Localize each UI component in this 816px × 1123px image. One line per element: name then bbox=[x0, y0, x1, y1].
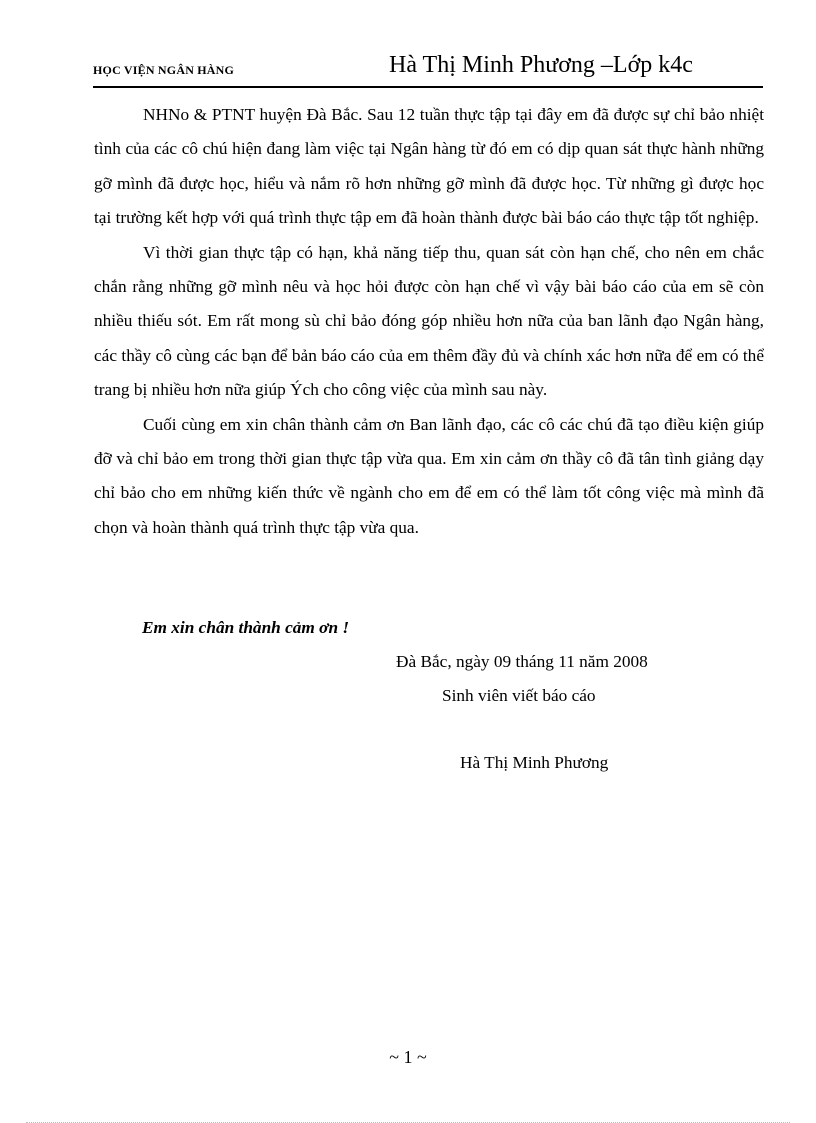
page-header bbox=[93, 50, 763, 88]
paragraph-2: Vì thời gian thực tập có hạn, khả năng tiếp thu, quan sát còn hạn chế, cho nên em chắc chắn rằng những gỡ mình nêu và học hỏi được còn hạn chế vì vậy bài báo cáo của em sẽ còn nhiều thiếu sót. Em rất mong sù chỉ bảo đóng góp nhiều hơn nữa của ban lãnh đạo Ngân hàng, các thầy cô cùng các bạn để bản báo cáo của em thêm đầy đủ và chính xác hơn nữa để em có thể trang bị nhiều hơn nữa giúp Ých cho công việc của mình sau này. bbox=[94, 242, 764, 400]
header-institution: HỌC VIỆN NGÂN HÀNG bbox=[93, 63, 235, 77]
closing-date-place: Đà Bắc, ngày 09 tháng 11 năm 2008 bbox=[396, 652, 648, 671]
paragraph-1: NHNo & PTNT huyện Đà Bắc. Sau 12 tuần thực tập tại đây em đã được sự chỉ bảo nhiệt tình của các cô chú hiện đang làm việc tại Ngân hàng từ đó em có dịp quan sát thực hành những gỡ mình đã được học, hiểu và nắm rõ hơn những gỡ mình đã được học. Từ những gì được học tại trường kết hợp với quá trình thực tập em đã hoàn thành được bài báo cáo thực tập tốt nghiệp. bbox=[94, 105, 764, 228]
closing-role: Sinh viên viết báo cáo bbox=[442, 686, 596, 705]
page-number: ~ 1 ~ bbox=[389, 1047, 427, 1067]
report-body bbox=[94, 98, 764, 545]
header-author-class: Hà Thị Minh Phương –Lớp k4c bbox=[389, 52, 693, 78]
paragraph-3: Cuối cùng em xin chân thành cảm ơn Ban lãnh đạo, các cô các chú đã tạo điều kiện giúp đỡ và chỉ bảo em trong thời gian thực tập vừa qua. Em xin cảm ơn thầy cô đã tân tình giảng dạy chỉ bảo cho em những kiến thức về ngành cho em để em có thể làm tốt công việc mà mình đã chọn và hoàn thành quá trình thực tập vừa qua. bbox=[94, 414, 764, 537]
closing-signer: Hà Thị Minh Phương bbox=[460, 753, 609, 772]
closing-thanks: Em xin chân thành cảm ơn ! bbox=[142, 618, 350, 637]
